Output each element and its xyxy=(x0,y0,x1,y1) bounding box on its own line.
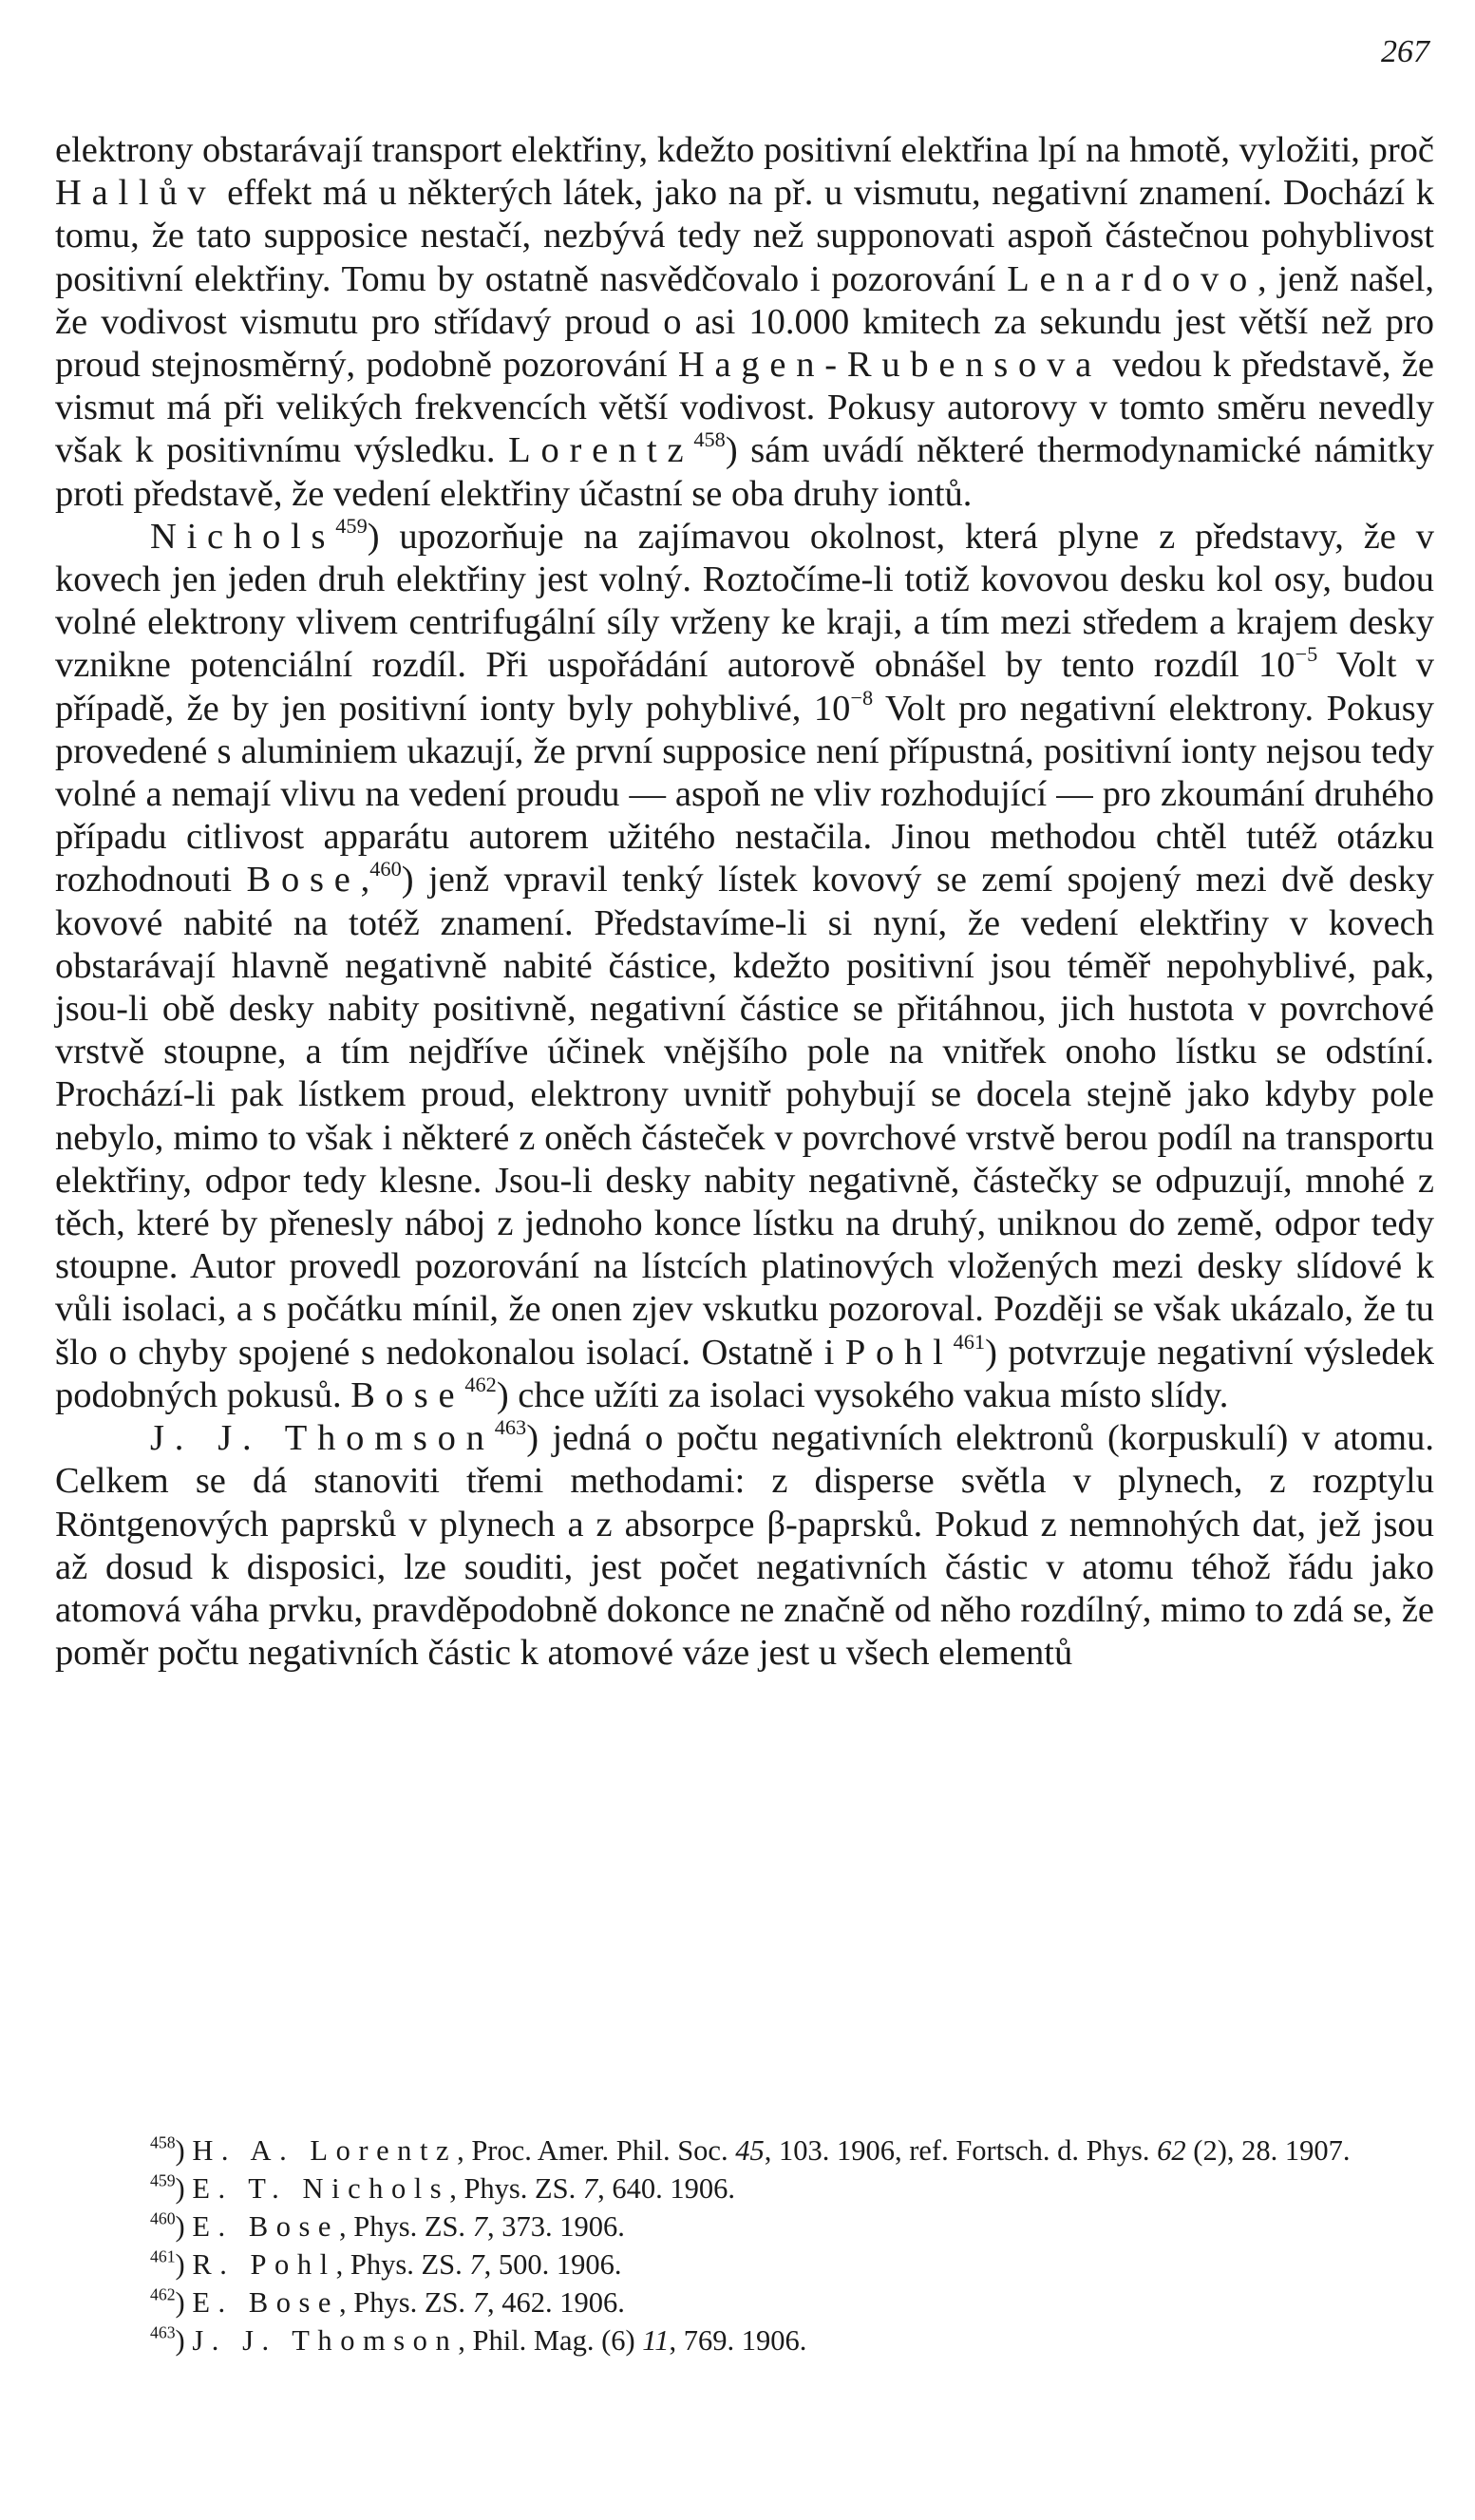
footnote-text: , Phys. ZS. xyxy=(339,2210,473,2243)
footnote-text: , Phys. ZS. xyxy=(335,2248,470,2281)
paragraph-3 xyxy=(55,1417,1434,1675)
author-name-bose-2: Bose xyxy=(350,1374,465,1415)
footnote-author: E. Bose xyxy=(192,2286,339,2319)
footnote-ref-461[interactable]: 461 xyxy=(953,1329,986,1354)
text-run: vedou k představě, že vismut má při velikých frekvencích větší vodivost. Pokusy autorovy v tomto směru nevedly však k positivnímu výsledku. xyxy=(55,345,1434,471)
footnote-ref-459[interactable]: 459 xyxy=(335,513,368,538)
footnote-text: , 103. 1906, ref. Fortsch. d. Phys. xyxy=(764,2134,1158,2167)
footnote-459: $^{459}$) E. T. Nichols, Phys. ZS. 7, 640. 1906. xyxy=(150,2170,735,2205)
text-run: , jenž našel, že vodivost vismutu pro střídavý proud o asi 10.000 kmitech za sekundu jest větší než pro proud stejnosměrný, podobně pozorování xyxy=(55,258,1434,386)
author-name-hagen-rubens: Hagen-Rubensova xyxy=(677,345,1102,386)
footnote-text: , 462. 1906. xyxy=(486,2286,625,2319)
footnote-author: E. T. Nichols xyxy=(192,2172,450,2205)
text-run: ) chce užíti za isolaci vysokého vakua místo slídy. xyxy=(496,1374,1229,1415)
footnote-number: 462 xyxy=(150,2284,176,2304)
text-run: effekt má u některých látek, jako na př. u vismutu, negativní znamení. Dochází k tomu, že tato supposice nestačí, nezbývá tedy než supponovati aspoň částečnou pohyblivost positivní elektřiny. Tomu by ostatně nasvědčovalo i pozorování xyxy=(55,173,1434,299)
footnote-volume: 7 xyxy=(582,2172,598,2205)
exponent: −8 xyxy=(850,685,874,710)
author-name-hall: Hallův xyxy=(55,173,217,214)
author-name-bose: Bose xyxy=(246,860,361,900)
footnote-volume: 7 xyxy=(472,2286,487,2319)
footnote-volume: 7 xyxy=(469,2248,484,2281)
footnotes xyxy=(55,2132,1434,2359)
footnote-461: $^{461}$) R. Pohl, Phys. ZS. 7, 500. 1906. xyxy=(150,2246,622,2281)
footnote-text: , 373. 1906. xyxy=(486,2210,625,2243)
footnote-460: $^{460}$) E. Bose, Phys. ZS. 7, 373. 1906. xyxy=(150,2208,625,2243)
footnote-text: , 640. 1906. xyxy=(597,2172,735,2205)
footnote-volume: 7 xyxy=(472,2210,487,2243)
text-run: Volt pro negativní elektrony. Pokusy provedené s aluminiem ukazují, že první supposice není přípustná, positivní ionty nejsou tedy volné a nemají vlivu na vedení proudu — aspoň ne vliv rozhodující — pro zkoumání druhého případu citlivost apparátu autorem užitého nestačila. Jinou methodou chtěl tutéž otázku rozhodnouti xyxy=(55,688,1434,900)
main-text xyxy=(55,129,1434,1675)
footnote-ref-463[interactable]: 463 xyxy=(494,1415,527,1440)
author-name-lorentz: Lorentz xyxy=(508,430,694,471)
footnote-text: , 769. 1906. xyxy=(669,2324,807,2357)
footnote-ref-458[interactable]: 458 xyxy=(693,427,726,452)
author-name-nichols: Nichols xyxy=(150,516,336,557)
footnote-volume: 62 xyxy=(1157,2134,1186,2167)
author-name-thomson: J. J. Thomson xyxy=(150,1418,495,1459)
paragraph-2: Nichols$^{459}$) upozorňuje na zajímavou okolnost, která plyne z představy, že v kovech jen jeden druh elektřiny jest volný. Roztočíme-li totiž kovovou desku kol osy, budou volné elektrony vlivem centrifugální síly vrženy ke kraji, a tím mezi středem a krajem desky vznikne potenciální rozdíl. Při uspořádání autorově obnášel by tento rozdíl $10^{-5}$ Volt v případě, že by jen positivní ionty byly pohyblivé, $10^{-8}$ Volt pro negativní elektrony. Pokusy provedené s aluminiem ukazují, že první supposice není přípustná, positivní ionty nejsou tedy volné a nemají vlivu na vedení proudu — aspoň ne vliv rozhodující — pro zkoumání druhého případu citlivost apparátu autorem užitého nestačila. Jinou methodou chtěl tutéž otázku rozhodnouti Bose,$^{460}$) jenž vpravil tenký lístek kovový se zemí spojený mezi dvě desky kovové nabité na totéž znamení. Představíme-li si nyní, že vedení elektřiny v kovech obstarávají hlavně negativně nabité částice, kdežto positivní jsou téměř nepohyblivé, pak, jsou-li obě desky nabity positivně, negativní částice se přitáhnou, jich hustota v povrchové vrstvě stoupne, a tím nejdříve účinek vnějšího pole na vnitřek onoho lístku se odstíní. Prochází-li pak lístkem proud, elektrony uvnitř pohybují se docela stejně jako kdyby pole nebylo, mimo to však i některé z oněch částeček v povrchové vrstvě berou podíl na transportu elektřiny, odpor tedy klesne. Jsou-li desky nabity negativně, částečky se odpuzují, mnohé z těch, které by přenesly náboj z jednoho konce lístku na druhý, uniknou do země, odpor tedy stoupne. Autor provedl pozorování na lístcích platinových vložených mezi desky slídové k vůli isolaci, a s počátku mínil, že onen zjev vskutku pozoroval. Později se však ukázalo, že tu šlo o chyby spojené s nedokonalou isolací. Ostatně i Pohl$^{461}$) potvrzuje negativní výsledek podobných pokusů. Bose$^{462}$) chce užíti za isolaci vysokého vakua místo slídy. xyxy=(55,513,1434,1415)
text-run: ) sám uvádí některé thermodynamické námitky proti představě, že vedení elektřiny účastní se oba druhy iontů. xyxy=(55,430,1434,514)
author-name-pohl: Pohl xyxy=(844,1332,954,1373)
footnote-author: H. A. Lorentz xyxy=(192,2134,458,2167)
footnote-volume: 11 xyxy=(642,2324,670,2357)
footnote-number: 460 xyxy=(150,2208,176,2228)
text-run: ) potvrzuje negativní výsledek podobných pokusů. xyxy=(55,1332,1434,1415)
footnote-ref-460[interactable]: 460 xyxy=(369,857,402,881)
footnote-text: , Phys. ZS. xyxy=(339,2286,473,2319)
footnote-number: 463 xyxy=(150,2322,176,2342)
text-run: ) upozorňuje na zajímavou okolnost, která plyne z představy, že v kovech jen jeden druh elektřiny jest volný. Roztočíme-li totiž kovovou desku kol osy, budou volné elektrony vlivem centrifugální síly vrženy ke kraji, a tím mezi středem a krajem desky vznikne potenciální rozdíl. Při uspořádání autorově obnášel by tento rozdíl 10 xyxy=(55,516,1434,686)
author-name-lenard: Lenardovo xyxy=(1007,258,1258,299)
footnote-text: , Proc. Amer. Phil. Soc. xyxy=(457,2134,736,2167)
text-run: elektrony obstarávají transport elektřiny, kdežto positivní elektřina lpí na hmotě, vyložiti, proč xyxy=(55,130,1434,170)
text-run: ) jedná o počtu negativních elektronů (korpuskulí) v atomu. Celkem se dá stanoviti třemi methodami: z disperse světla v plynech, z rozptylu Röntgenových paprsků v plynech a z absorpce β-paprsků. Pokud z nemnohých dat, jež jsou až dosud k disposici, lze souditi, jest počet negativních částic v atomu téhož řádu jako atomová váha prvku, pravděpodobně dokonce ne značně od něho rozdílný, mimo to zdá se, že poměr počtu negativních částic k atomové váze jest u všech elementů xyxy=(55,1418,1434,1674)
footnote-458: $^{458}$) H. A. Lorentz, Proc. Amer. Phil. Soc. 45, 103. 1906, ref. Fortsch. d. Phys. 62 (2), 28. 1907. xyxy=(150,2132,1351,2167)
footnote-463: $^{463}$) J. J. Thomson, Phil. Mag. (6) 11, 769. 1906. xyxy=(150,2322,807,2357)
footnote-text: (2), 28. 1907. xyxy=(1185,2134,1351,2167)
footnote-text: , Phil. Mag. (6) xyxy=(458,2324,643,2357)
footnote-number: 458 xyxy=(150,2132,176,2152)
footnote-ref-462[interactable]: 462 xyxy=(464,1372,497,1396)
page-number: 267 xyxy=(1381,34,1429,69)
footnote-author: R. Pohl xyxy=(192,2248,336,2281)
footnote-number: 459 xyxy=(150,2170,176,2190)
footnote-text: , Phys. ZS. xyxy=(449,2172,583,2205)
footnote-462: $^{462}$) E. Bose, Phys. ZS. 7, 462. 1906. xyxy=(150,2284,625,2319)
footnote-number: 461 xyxy=(150,2246,176,2266)
footnote-author: E. Bose xyxy=(192,2210,339,2243)
text-run: Volt v případě, že by jen positivní ionty byly pohyblivé, 10 xyxy=(55,645,1434,729)
footnote-volume: 45 xyxy=(735,2134,765,2167)
footnote-text: , 500. 1906. xyxy=(483,2248,622,2281)
exponent: −5 xyxy=(1295,642,1318,667)
paragraph-1 xyxy=(55,129,1434,516)
text-run: ) jenž vpravil tenký lístek kovový se zemí spojený mezi dvě desky kovové nabité na totéž znamení. Představíme-li si nyní, že vedení elektřiny v kovech obstarávají hlavně negativně nabité částice, kdežto positivní jsou téměř nepohyblivé, pak, jsou-li obě desky nabity positivně, negativní částice se přitáhnou, jich hustota v povrchové vrstvě stoupne, a tím nejdříve účinek vnějšího pole na vnitřek onoho lístku se odstíní. Prochází-li pak lístkem proud, elektrony uvnitř pohybují se docela stejně jako kdyby pole nebylo, mimo to však i některé z oněch částeček v povrchové vrstvě berou podíl na transportu elektřiny, odpor tedy klesne. Jsou-li desky nabity negativně, částečky se odpuzují, mnohé z těch, které by přenesly náboj z jednoho konce lístku na druhý, uniknou do země, odpor tedy stoupne. Autor provedl pozorování na lístcích platinových vložených mezi desky slídové k vůli isolaci, a s počátku mínil, že onen zjev vskutku pozoroval. Později se však ukázalo, že tu šlo o chyby spojené s nedokonalou isolací. Ostatně i xyxy=(55,860,1434,1373)
footnote-author: J. J. Thomson xyxy=(192,2324,459,2357)
